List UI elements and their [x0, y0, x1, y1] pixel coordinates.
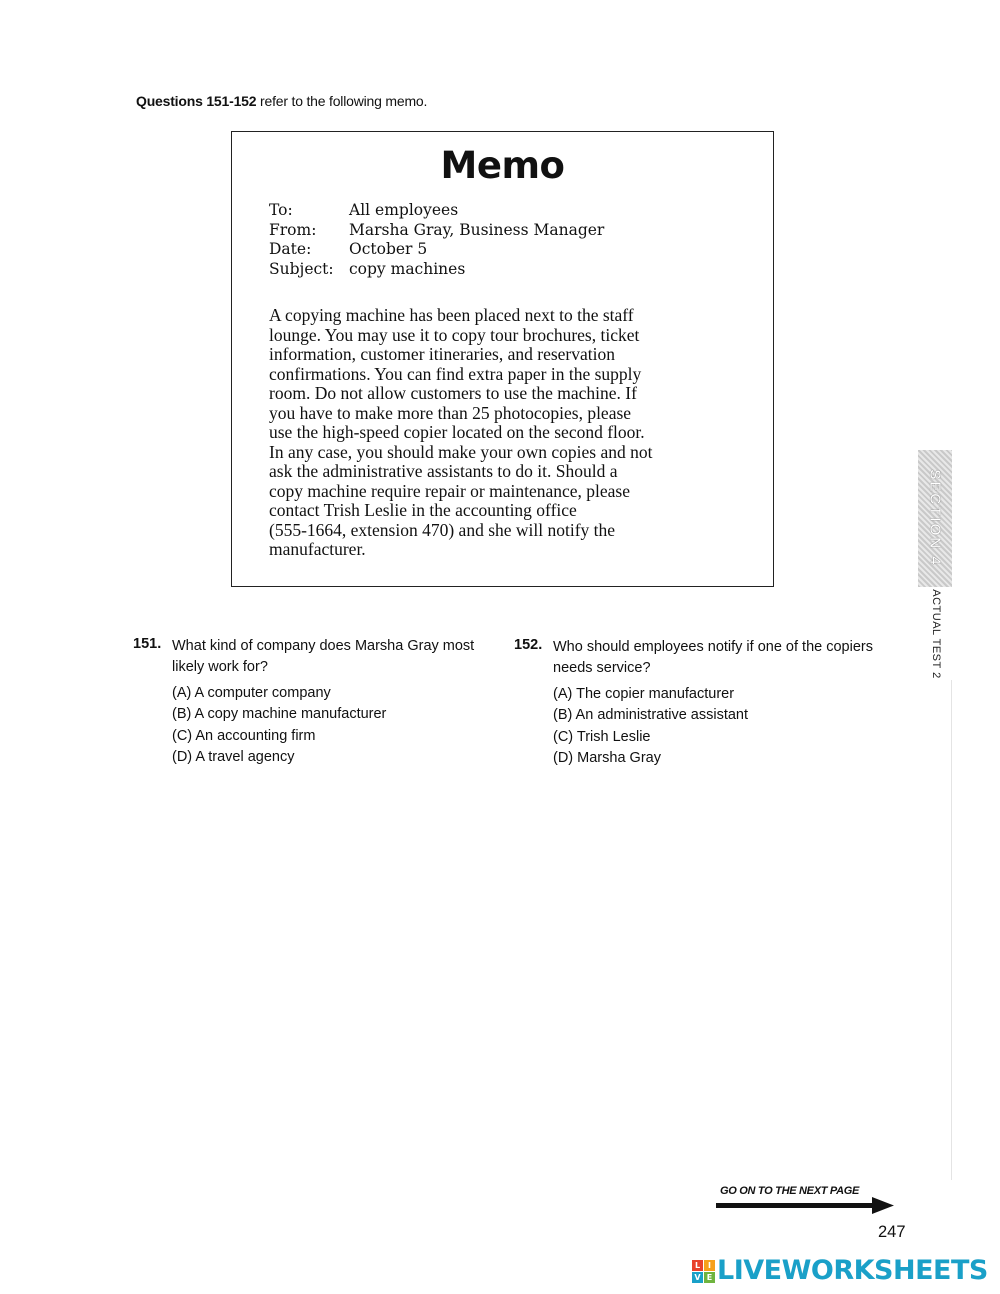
go-next-text: GO ON TO THE NEXT PAGE — [720, 1185, 860, 1197]
memo-header-row — [269, 240, 604, 260]
liveworksheets-wordmark: LIVEWORKSHEETS — [717, 1255, 988, 1286]
liveworksheets-icon — [692, 1260, 714, 1282]
memo-header-row — [269, 260, 604, 280]
question-text: What kind of company does Marsha Gray most likely work for? — [172, 638, 475, 675]
memo-body-line: you have to make more than 25 photocopies, please — [269, 402, 632, 423]
answer-option[interactable]: (C) Trish Leslie — [553, 728, 651, 745]
intro-questions-range: Questions 151-152 — [136, 93, 257, 109]
memo-body-line: A copying machine has been placed next to the staff — [269, 305, 634, 325]
memo-header-value: Marsha Gray, Business Manager — [349, 220, 605, 239]
memo-box — [231, 131, 774, 587]
memo-header-row — [269, 201, 604, 221]
logo-tile: E — [704, 1272, 715, 1283]
memo-header-label: From: — [269, 220, 317, 239]
intro-line — [136, 93, 427, 109]
logo-tile: V — [692, 1272, 703, 1283]
margin-rule — [951, 680, 952, 1180]
memo-body-line: contact Trish Leslie in the accounting office — [269, 500, 577, 520]
memo-header-value: copy machines — [349, 259, 466, 278]
memo-body-line: information, customer itineraries, and reservation — [269, 344, 615, 364]
memo-title: Memo — [440, 144, 565, 187]
page-number: 247 — [878, 1223, 906, 1241]
memo-header-value: All employees — [349, 201, 459, 219]
answer-options — [553, 684, 748, 769]
test-label: ACTUAL TEST 2 — [930, 589, 942, 679]
answer-option[interactable]: (D) Marsha Gray — [553, 749, 661, 766]
answer-option[interactable]: (B) A copy machine manufacturer — [172, 706, 387, 723]
memo-body — [269, 306, 749, 560]
memo-body-line: ask the administrative assistants to do it. Should a — [269, 461, 618, 481]
memo-header-label: Subject: — [269, 259, 334, 278]
memo-header-value: October 5 — [349, 240, 428, 259]
question-text: Who should employees notify if one of the copiers needs service? — [553, 639, 873, 676]
memo-header-row — [269, 221, 604, 241]
memo-header — [269, 201, 604, 279]
answer-option[interactable]: (A) The copier manufacturer — [553, 686, 735, 702]
memo-body-line: (555-1664, extension 470) and she will notify the — [269, 519, 616, 540]
question-number: 152. — [514, 637, 543, 653]
memo-body-line: copy machine require repair or maintenance, please — [269, 480, 630, 501]
memo-body-line: In any case, you should make your own copies and not — [269, 441, 653, 462]
memo-body-line: confirmations. You can find extra paper in the supply — [269, 363, 642, 384]
logo-tile: L — [692, 1260, 703, 1271]
memo-body-line: use the high-speed copier located on the second floor. — [269, 422, 645, 442]
section-label: SECTION 4 — [926, 469, 944, 567]
liveworksheets-logo[interactable] — [692, 1255, 988, 1286]
intro-rest: refer to the following memo. — [260, 93, 428, 109]
memo-body-line: room. Do not allow customers to use the machine. If — [269, 383, 637, 403]
question-number: 151. — [133, 636, 162, 652]
answer-option[interactable]: (C) An accounting firm — [172, 727, 316, 744]
answer-option[interactable]: (A) A computer company — [172, 685, 331, 701]
memo-body-line: lounge. You may use it to copy tour brochures, ticket — [269, 324, 640, 345]
logo-tile: I — [704, 1260, 715, 1271]
memo-header-label: Date: — [269, 240, 312, 259]
arrow-right-icon — [716, 1197, 896, 1215]
answer-option[interactable]: (D) A travel agency — [172, 748, 295, 765]
answer-options — [172, 683, 386, 768]
answer-option[interactable]: (B) An administrative assistant — [553, 707, 749, 724]
memo-body-line: manufacturer. — [269, 539, 366, 559]
memo-header-label: To: — [269, 201, 293, 219]
